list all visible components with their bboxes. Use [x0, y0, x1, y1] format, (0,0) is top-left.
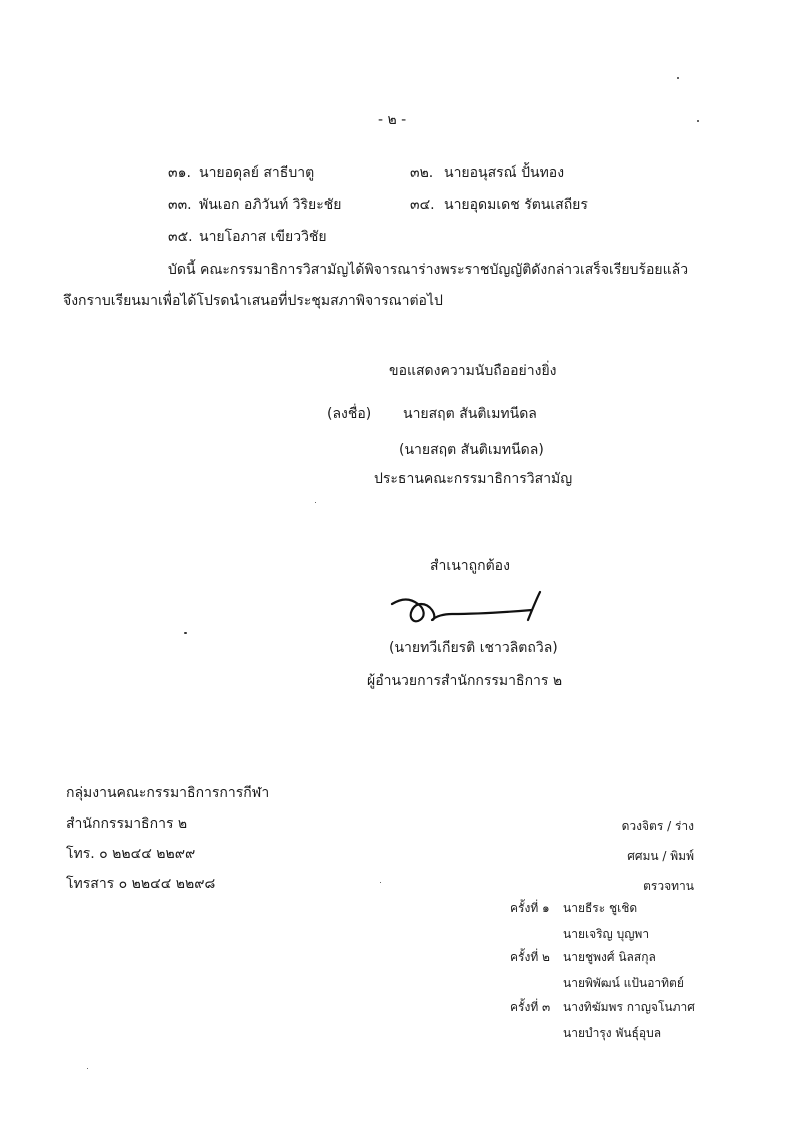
review-round-1: ครั้งที่ ๑: [510, 901, 550, 915]
member-num-32: ๓๒.: [410, 165, 434, 181]
member-name-35: นายโอภาส เขียววิชัย: [199, 229, 327, 245]
closing-respect: ขอแสดงความนับถืออย่างยิ่ง: [389, 363, 557, 379]
review-2-first: นายชูพงศ์ นิลสกุล: [563, 950, 656, 964]
signer-title: ประธานคณะกรรมาธิการวิสามัญ: [374, 471, 573, 487]
page-number: - ๒ -: [378, 112, 407, 128]
contact-fax: โทรสาร ๐ ๒๒๔๔ ๒๒๙๘: [66, 876, 216, 892]
member-num-35: ๓๕.: [168, 229, 193, 245]
staff-typed: ศศมน / พิมพ์: [627, 849, 694, 863]
scan-speck: [380, 882, 381, 883]
scan-speck: [87, 1068, 88, 1069]
contact-group: กลุ่มงานคณะกรรมาธิการการกีฬา: [66, 785, 270, 801]
scan-speck: [315, 502, 316, 503]
member-name-31: นายอดุลย์ สาธีบาตู: [199, 165, 315, 181]
contact-phone: โทร. ๐ ๒๒๔๔ ๒๒๙๙: [66, 846, 196, 862]
staff-review-label: ตรวจทาน: [643, 879, 694, 893]
review-1-first: นายธีระ ชูเชิด: [563, 901, 638, 915]
review-3-first: นางทิฆัมพร กาญจโนภาศ: [563, 1000, 695, 1014]
review-1-second: นายเจริญ บุญพา: [563, 927, 650, 941]
review-round-3: ครั้งที่ ๓: [510, 1000, 551, 1014]
certifier-title: ผู้อำนวยการสำนักกรรมาธิการ ๒: [367, 673, 563, 689]
member-name-32: นายอนุสรณ์ ปั้นทอง: [444, 165, 565, 181]
scan-speck: [697, 120, 699, 122]
signed-label: (ลงชื่อ): [327, 406, 372, 422]
member-name-33: พันเอก อภิวันท์ วิริยะชัย: [199, 197, 342, 213]
review-3-second: นายบำรุง พันธุ์อุบล: [563, 1026, 662, 1040]
signer-name-parenthesized: (นายสฤต สันติเมทนีดล): [399, 442, 544, 458]
member-num-33: ๓๓.: [168, 197, 192, 213]
staff-draft: ดวงจิตร / ร่าง: [621, 819, 694, 833]
body-paragraph-line-1: บัดนี้ คณะกรรมาธิการวิสามัญได้พิจารณาร่างพระราชบัญญัติดังกล่าวเสร็จเรียบร้อยแล้ว: [168, 262, 689, 278]
handwritten-signature: [388, 590, 548, 630]
scan-speck: [184, 632, 187, 634]
body-paragraph-line-2: จึงกราบเรียนมาเพื่อได้โปรดนำเสนอที่ประชุมสภาพิจารณาต่อไป: [63, 293, 443, 309]
scan-speck: [677, 77, 679, 79]
signer-name: นายสฤต สันติเมทนีดล: [403, 406, 537, 422]
review-2-second: นายพิพัฒน์ แป้นอาทิตย์: [563, 976, 684, 990]
member-num-34: ๓๔.: [410, 197, 435, 213]
review-round-2: ครั้งที่ ๒: [510, 950, 550, 964]
contact-bureau: สำนักกรรมาธิการ ๒: [66, 816, 188, 832]
member-num-31: ๓๑.: [168, 165, 191, 181]
certifier-name: (นายทวีเกียรติ เชาวลิตถวิล): [389, 640, 558, 656]
member-name-34: นายอุดมเดช รัตนเสถียร: [444, 197, 588, 213]
copy-certified-label: สำเนาถูกต้อง: [430, 558, 510, 574]
